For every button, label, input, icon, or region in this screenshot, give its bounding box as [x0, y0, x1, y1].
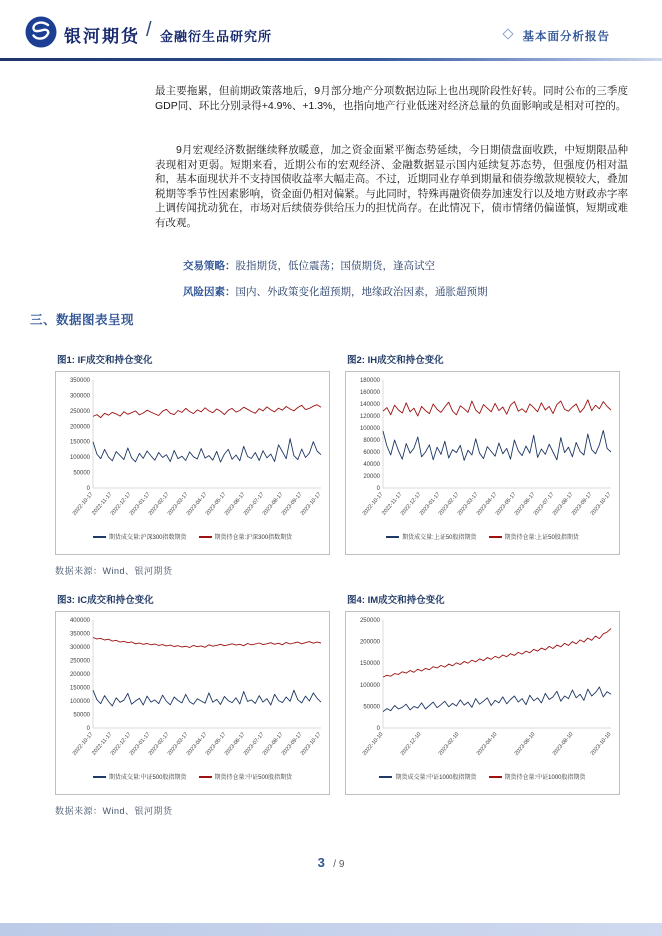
chart-title-2: 图2: IH成交和持仓变化 — [347, 355, 444, 366]
risk-text: 国内、外政策变化超预期，地缘政治因素，通胀超预期 — [235, 286, 488, 298]
x-axis-tick-label: 2023-03-17 — [166, 731, 190, 757]
y-axis-tick-label: 0 — [86, 486, 90, 492]
legend-line-swatch — [199, 776, 212, 778]
legend-item — [199, 772, 293, 781]
y-axis-tick-label: 300000 — [69, 393, 90, 400]
x-axis-tick-label: 2023-08-17 — [261, 731, 285, 757]
y-axis-tick-label: 400000 — [69, 618, 90, 624]
y-axis-tick-label: 350000 — [69, 378, 90, 384]
x-axis-tick-label: 2023-06-10 — [513, 731, 537, 757]
chart-legend — [56, 532, 329, 541]
y-axis-tick-label: 40000 — [363, 462, 380, 468]
brand-name: 银河期货 — [64, 27, 140, 46]
x-axis-tick-label: 2023-04-17 — [475, 491, 499, 517]
x-axis-tick-label: 2022-12-17 — [399, 491, 423, 517]
chart-plot — [346, 612, 619, 770]
chart-figure-if — [55, 371, 330, 555]
galaxy-logo-icon — [24, 15, 58, 49]
x-axis-tick-label: 2023-06-17 — [223, 491, 247, 517]
chart-row-1 — [55, 352, 620, 555]
y-axis-tick-label: 120000 — [359, 414, 380, 420]
x-axis-tick-label: 2023-07-17 — [242, 731, 266, 757]
trading-strategy-line — [183, 258, 435, 273]
body-paragraph-1: 最主要拖累，但前期政策落地后，9月部分地产分项数据边际上也出现阶段性好转。同时公布的三季度GDP同、环比分别录得+4.9%、+1.3%，也指向地产行业低迷对经济总量的负面影响或是相对可控的。 — [155, 85, 628, 112]
x-axis-tick-label: 2023-04-17 — [185, 731, 209, 757]
x-axis-tick-label: 2023-08-17 — [551, 491, 575, 517]
y-axis-tick-label: 50000 — [73, 470, 90, 477]
legend-line-swatch — [199, 536, 212, 538]
chart-cell-ic — [55, 592, 330, 795]
footer-band — [0, 923, 662, 936]
y-axis-tick-label: 150000 — [69, 439, 90, 446]
chart-title-4: 图4: IM成交和持仓变化 — [347, 595, 445, 606]
x-axis-tick-label: 2023-02-17 — [437, 491, 461, 517]
chart-title-3: 图3: IC成交和持仓变化 — [57, 595, 154, 606]
y-axis-tick-label: 160000 — [359, 390, 380, 396]
x-axis-tick-label: 2023-09-17 — [570, 491, 594, 517]
x-axis-tick-label: 2023-06-17 — [513, 491, 537, 517]
x-axis-tick-label: 2023-04-17 — [185, 491, 209, 517]
legend-label: 期货成交量:中证500股指期货 — [108, 775, 187, 781]
x-axis-tick-label: 2023-08-17 — [261, 491, 285, 517]
x-axis-tick-label: 2023-09-17 — [280, 491, 304, 517]
data-source-note-1: 数据来源：Wind、银河期货 — [55, 566, 173, 576]
y-axis-tick-label: 350000 — [69, 631, 90, 638]
x-axis-tick-label: 2022-10-10 — [361, 731, 385, 757]
chart-plot — [56, 612, 329, 770]
legend-item — [93, 772, 187, 781]
data-source-note-2: 数据来源：Wind、银河期货 — [55, 806, 173, 816]
chart-row-2 — [55, 592, 620, 795]
y-axis-tick-label: 20000 — [363, 474, 380, 480]
legend-label: 期货成交量:上证50股指期货 — [402, 535, 477, 541]
x-axis-tick-label: 2022-12-17 — [109, 731, 133, 757]
volume-series-line — [93, 690, 321, 706]
x-axis-tick-label: 2023-03-17 — [456, 491, 480, 517]
chart-figure-ic — [55, 611, 330, 795]
chart-cell-if — [55, 352, 330, 555]
x-axis-tick-label: 2023-02-17 — [147, 491, 171, 517]
legend-item — [386, 532, 476, 541]
chart-title-1: 图1: IF成交和持仓变化 — [57, 355, 153, 366]
chart-figure-im — [345, 611, 620, 795]
body-paragraph-2: 9月宏观经济数据继续释放暖意，加之资金面紧平衡态势延续，今日期债盘面收跌，中短期限品种表现相对更弱。短期来看，近期公布的宏观经济、金融数据显示国内延续复苏态势，但强度仍相对温和，基本面现状并不支持国债收益率大幅走高。不过，近期同业存单到期量和债券缴款规模较大，叠加税期等季节性因素影响，资金面仍相对偏紧。与此同时，特殊再融资债券加速发行以及地方财政赤字率上调传闻扰动犹在，市场对后续债券供给压力的担忧尚存。在此情况下，债市情绪仍偏谨慎，短期或难有改观。 — [155, 144, 628, 229]
chart-figure-ih — [345, 371, 620, 555]
x-axis-tick-label: 2023-01-17 — [418, 491, 442, 517]
strategy-text: 股指期货，低位震荡；国债期货，逢高试空 — [235, 260, 435, 272]
chart-cell-ih — [345, 352, 620, 555]
section-title: 三、数据图表呈现 — [30, 313, 135, 327]
position-series-line — [383, 629, 611, 677]
x-axis-tick-label: 2023-07-17 — [242, 491, 266, 517]
y-axis-tick-label: 200000 — [359, 639, 380, 646]
galaxy-futures-logo — [24, 15, 58, 49]
x-axis-tick-label: 2023-10-10 — [589, 731, 613, 757]
y-axis-tick-label: 80000 — [363, 438, 380, 444]
y-axis-tick-label: 200000 — [69, 424, 90, 431]
y-axis-tick-label: 150000 — [359, 661, 380, 668]
strategy-label: 交易策略： — [183, 260, 236, 272]
y-axis-tick-label: 180000 — [359, 378, 380, 384]
chart-legend — [56, 772, 329, 781]
legend-item — [93, 532, 187, 541]
x-axis-tick-label: 2023-07-17 — [532, 491, 556, 517]
x-axis-tick-label: 2023-04-10 — [475, 731, 499, 757]
x-axis-tick-label: 2022-11-17 — [91, 491, 114, 517]
volume-series-line — [383, 430, 611, 460]
y-axis-tick-label: 0 — [86, 726, 90, 732]
y-axis-tick-label: 140000 — [359, 402, 380, 408]
legend-label: 期货持仓量:中证1000股指期货 — [504, 775, 586, 781]
chart-plot — [56, 372, 329, 530]
legend-label: 期货持仓量:上证50股指期货 — [504, 535, 579, 541]
chart-legend — [346, 772, 619, 781]
report-type-label: 基本面分析报告 — [522, 31, 610, 43]
legend-item — [199, 532, 293, 541]
x-axis-tick-label: 2023-08-10 — [551, 731, 575, 757]
y-axis-tick-label: 100000 — [359, 426, 380, 432]
legend-label: 期货成交量:沪深300指数期货 — [108, 535, 187, 541]
x-axis-tick-label: 2023-10-17 — [299, 731, 323, 757]
x-axis-tick-label: 2023-03-17 — [166, 491, 190, 517]
x-axis-tick-label: 2023-05-17 — [204, 731, 228, 757]
x-axis-tick-label: 2023-10-17 — [589, 491, 613, 517]
x-axis-tick-label: 2022-11-17 — [91, 731, 114, 757]
x-axis-tick-label: 2022-12-10 — [399, 731, 423, 757]
legend-item — [379, 772, 476, 781]
legend-item — [489, 532, 579, 541]
y-axis-tick-label: 300000 — [69, 645, 90, 651]
position-series-line — [383, 400, 611, 416]
legend-line-swatch — [379, 776, 392, 778]
legend-line-swatch — [93, 536, 106, 538]
position-series-line — [93, 405, 321, 418]
y-axis-tick-label: 100000 — [69, 455, 90, 462]
x-axis-tick-label: 2022-10-17 — [71, 491, 95, 517]
chart-legend — [346, 532, 619, 541]
x-axis-tick-label: 2023-10-17 — [299, 491, 323, 517]
y-axis-tick-label: 50000 — [363, 704, 380, 711]
risk-factors-line — [183, 284, 488, 299]
x-axis-tick-label: 2023-01-17 — [128, 491, 152, 517]
x-axis-tick-label: 2023-09-17 — [280, 731, 304, 757]
total-pages: / 9 — [333, 859, 345, 870]
legend-line-swatch — [386, 536, 399, 538]
y-axis-tick-label: 0 — [376, 486, 380, 492]
volume-series-line — [383, 687, 611, 712]
page-number — [0, 854, 662, 872]
risk-label: 风险因素： — [183, 286, 236, 298]
volume-series-line — [93, 439, 321, 463]
y-axis-tick-label: 60000 — [363, 450, 380, 456]
y-axis-tick-label: 0 — [376, 726, 380, 732]
x-axis-tick-label: 2023-02-10 — [437, 731, 461, 757]
x-axis-tick-label: 2023-05-17 — [204, 491, 228, 517]
legend-label: 期货持仓量:中证500股指期货 — [214, 775, 293, 781]
legend-label: 期货持仓量:沪深300指数期货 — [214, 535, 293, 541]
y-axis-tick-label: 250000 — [359, 618, 380, 624]
header-divider-rule — [0, 58, 662, 61]
brand-divider: / — [146, 19, 152, 41]
position-series-line — [93, 638, 321, 648]
x-axis-tick-label: 2022-10-17 — [71, 731, 95, 757]
x-axis-tick-label: 2023-05-17 — [494, 491, 518, 517]
current-page: 3 — [317, 855, 325, 870]
x-axis-tick-label: 2022-11-17 — [381, 491, 404, 517]
y-axis-tick-label: 150000 — [69, 685, 90, 692]
chart-cell-im — [345, 592, 620, 795]
institute-name: 金融衍生品研究所 — [160, 29, 273, 44]
chart-plot — [346, 372, 619, 530]
legend-item — [489, 772, 586, 781]
diamond-ornament-icon — [502, 28, 513, 39]
legend-line-swatch — [489, 776, 502, 778]
x-axis-tick-label: 2022-10-17 — [361, 491, 385, 517]
legend-line-swatch — [489, 536, 502, 538]
x-axis-tick-label: 2023-02-17 — [147, 731, 171, 757]
legend-line-swatch — [93, 776, 106, 778]
x-axis-tick-label: 2022-12-17 — [109, 491, 133, 517]
y-axis-tick-label: 100000 — [69, 699, 90, 705]
y-axis-tick-label: 250000 — [69, 658, 90, 665]
legend-label: 期货成交量:中证1000股指期货 — [395, 775, 477, 781]
y-axis-tick-label: 250000 — [69, 408, 90, 415]
y-axis-tick-label: 50000 — [73, 712, 90, 719]
x-axis-tick-label: 2023-01-17 — [128, 731, 152, 757]
y-axis-tick-label: 100000 — [359, 682, 380, 689]
x-axis-tick-label: 2023-06-17 — [223, 731, 247, 757]
y-axis-tick-label: 200000 — [69, 672, 90, 678]
